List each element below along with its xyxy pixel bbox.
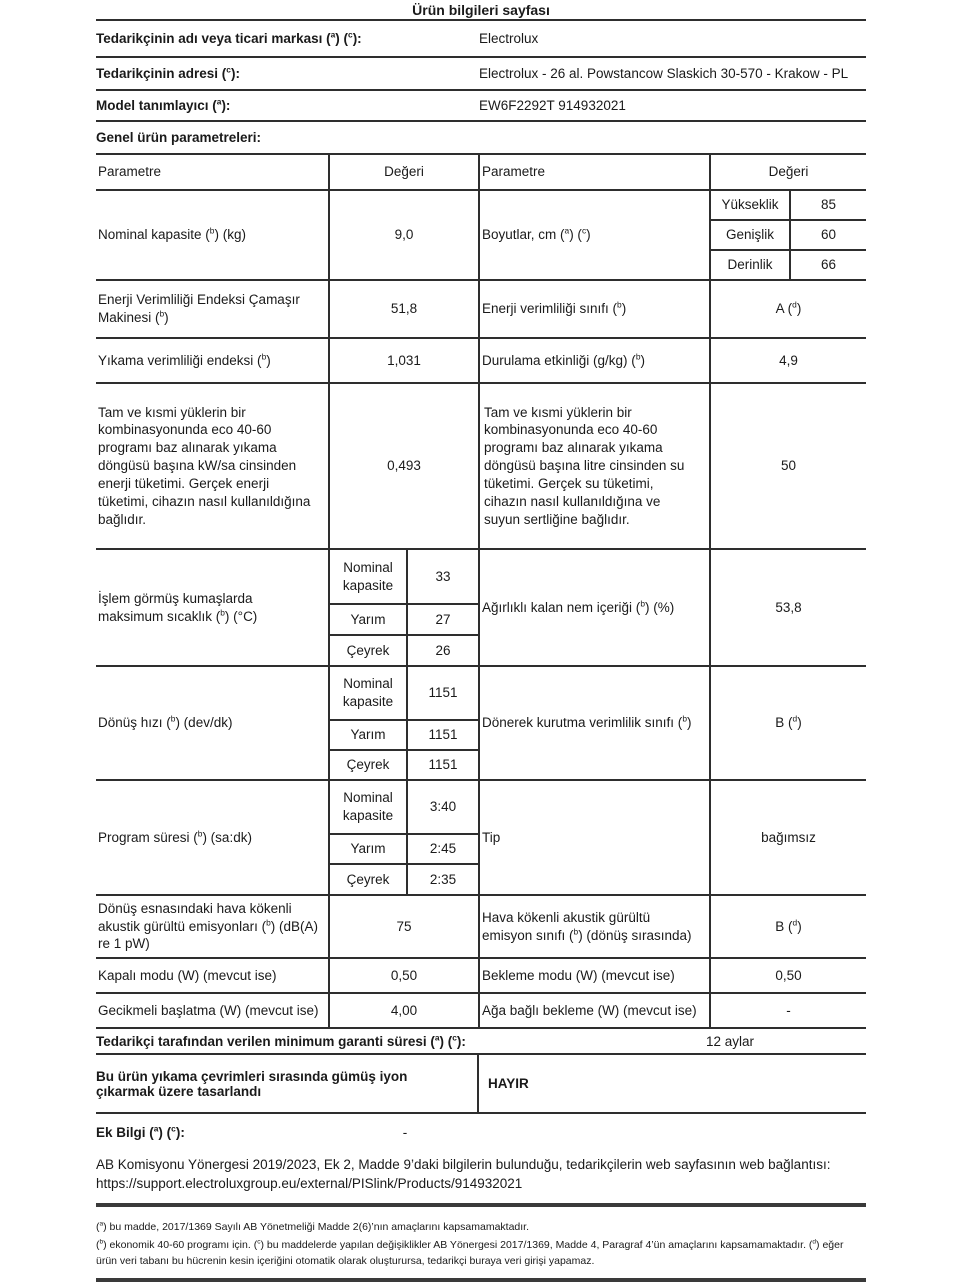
duration-label: Program süresi ($^b$) (sa:dk) bbox=[96, 780, 329, 895]
max-temp-half-value: 27 bbox=[407, 604, 479, 635]
spin-speed-nominal-value: 1151 bbox=[407, 666, 479, 720]
page-title: Ürün bilgileri sayfası bbox=[96, 2, 866, 21]
type-label: Tip bbox=[479, 780, 710, 895]
supplier-address-row bbox=[96, 58, 866, 91]
table-row bbox=[96, 383, 866, 549]
spin-class-label: Dönerek kurutma verimlilik sınıfı ($^b$) bbox=[479, 666, 710, 780]
noise-value: 75 bbox=[329, 895, 479, 958]
max-temp-quarter-label: Çeyrek bbox=[329, 635, 407, 666]
table-row bbox=[96, 190, 866, 220]
spin-speed-label: Dönüş hızı ($^b$) (dev/dk) bbox=[96, 666, 329, 780]
header-value-right: Değeri bbox=[710, 154, 866, 190]
energy-class-value: A ($^d$) bbox=[710, 280, 866, 338]
network-standby-value: - bbox=[710, 993, 866, 1028]
model-identifier-row bbox=[96, 91, 866, 122]
off-mode-label: Kapalı modu (W) (mevcut ise) bbox=[96, 958, 329, 993]
dimension-width-label: Genişlik bbox=[710, 220, 790, 250]
table-row bbox=[96, 549, 866, 604]
supplier-address-value: Electrolux - 26 al. Powstancow Slaskich 30-570 - Krakow - PL bbox=[479, 66, 849, 81]
product-info-sheet bbox=[96, 0, 866, 1282]
dimension-height-label: Yükseklik bbox=[710, 190, 790, 220]
supplier-name-label: Tedarikçinin adı veya ticari markası ($^a$) ($^c$): bbox=[96, 29, 362, 46]
table-header-row bbox=[96, 154, 866, 190]
spin-speed-nominal-label: Nominal kapasite bbox=[329, 666, 407, 720]
standby-value: 0,50 bbox=[710, 958, 866, 993]
duration-half-label: Yarım bbox=[329, 834, 407, 864]
dimension-depth-label: Derinlik bbox=[710, 250, 790, 280]
parameters-table bbox=[96, 153, 866, 1029]
dimension-depth-value: 66 bbox=[790, 250, 866, 280]
noise-label: Dönüş esnasındaki hava kökenli akustik gürültü emisyonları ($^b$) (dB(A) re 1 pW) bbox=[96, 895, 329, 958]
max-temp-quarter-value: 26 bbox=[407, 635, 479, 666]
capacity-label: Nominal kapasite ($^b$) (kg) bbox=[96, 190, 329, 280]
spin-class-value: B ($^d$) bbox=[710, 666, 866, 780]
table-row bbox=[96, 895, 866, 958]
silver-ion-label: Bu ürün yıkama çevrimleri sırasında gümüş iyon çıkarmak üzere tasarlandı bbox=[96, 1055, 479, 1112]
spin-speed-quarter-label: Çeyrek bbox=[329, 750, 407, 780]
general-parameters-heading: Genel ürün parametreleri: bbox=[96, 130, 262, 145]
footnotes bbox=[96, 1219, 866, 1269]
delay-start-label: Gecikmeli başlatma (W) (mevcut ise) bbox=[96, 993, 329, 1028]
eei-value: 51,8 bbox=[329, 280, 479, 338]
silver-ion-value: HAYIR bbox=[488, 1076, 529, 1091]
moisture-value: 53,8 bbox=[710, 549, 866, 666]
guarantee-label: Tedarikçi tarafından verilen minimum garanti süresi ($^a$) ($^c$): bbox=[96, 1032, 466, 1049]
duration-half-value: 2:45 bbox=[407, 834, 479, 864]
table-row bbox=[96, 280, 866, 338]
extra-info-value: - bbox=[402, 1125, 408, 1140]
weblink-paragraph bbox=[96, 1155, 866, 1193]
separator-line bbox=[96, 1203, 866, 1207]
table-row bbox=[96, 958, 866, 993]
spin-speed-half-label: Yarım bbox=[329, 720, 407, 750]
extra-info-row bbox=[96, 1114, 866, 1151]
supplier-address-label: Tedarikçinin adresi ($^c$): bbox=[96, 64, 240, 81]
max-temp-nominal-label: Nominal kapasite bbox=[329, 549, 407, 604]
water-consumption-value: 50 bbox=[710, 383, 866, 549]
table-row bbox=[96, 338, 866, 383]
extra-info-label: Ek Bilgi ($^a$) ($^c$): bbox=[96, 1123, 185, 1140]
model-identifier-value: EW6F2292T 914932021 bbox=[479, 98, 626, 113]
energy-consumption-label: Tam ve kısmi yüklerin bir kombinasyonunda eco 40-60 programı baz alınarak yıkama döngüsü başına kW/sa cinsinden enerji tüketimi. Gerçek enerji tüketimi, cihazın nasıl kullanıldığına bağlıdır. bbox=[96, 383, 329, 549]
weblink-url[interactable]: https://support.electroluxgroup.eu/external/PISlink/Products/914932021 bbox=[96, 1176, 523, 1191]
max-temp-label: İşlem görmüş kumaşlarda maksimum sıcaklık ($^b$) (°C) bbox=[96, 549, 329, 666]
max-temp-half-label: Yarım bbox=[329, 604, 407, 635]
duration-quarter-label: Çeyrek bbox=[329, 864, 407, 895]
delay-start-value: 4,00 bbox=[329, 993, 479, 1028]
silver-ion-row bbox=[96, 1055, 866, 1114]
table-row bbox=[96, 780, 866, 834]
supplier-name-value: Electrolux bbox=[479, 31, 539, 46]
standby-label: Bekleme modu (W) (mevcut ise) bbox=[479, 958, 710, 993]
supplier-name-row bbox=[96, 21, 866, 58]
header-param-right: Parametre bbox=[479, 154, 710, 190]
bottom-line bbox=[96, 1278, 866, 1282]
guarantee-value: 12 aylar bbox=[705, 1033, 755, 1049]
dimension-width-value: 60 bbox=[790, 220, 866, 250]
guarantee-row bbox=[96, 1029, 866, 1055]
weblink-text: AB Komisyonu Yönergesi 2019/2023, Ek 2, Madde 9’daki bilgilerin bulunduğu, tedarikçilerin web sayfasının web bağlantısı: bbox=[96, 1157, 831, 1172]
off-mode-value: 0,50 bbox=[329, 958, 479, 993]
duration-nominal-value: 3:40 bbox=[407, 780, 479, 834]
header-param-left: Parametre bbox=[96, 154, 329, 190]
noise-class-label: Hava kökenli akustik gürültü emisyon sınıfı ($^b$) (dönüş sırasında) bbox=[479, 895, 710, 958]
wash-index-value: 1,031 bbox=[329, 338, 479, 383]
energy-class-label: Enerji verimliliği sınıfı ($^b$) bbox=[479, 280, 710, 338]
rinse-label: Durulama etkinliği (g/kg) ($^b$) bbox=[479, 338, 710, 383]
table-row bbox=[96, 666, 866, 720]
footnote-a: ($^a$) bu madde, 2017/1369 Sayılı AB Yönetmeliği Madde 2(6)’nın amaçlarını kapsamamaktadır. bbox=[96, 1220, 530, 1233]
network-standby-label: Ağa bağlı bekleme (W) (mevcut ise) bbox=[479, 993, 710, 1028]
noise-class-value: B ($^d$) bbox=[710, 895, 866, 958]
header-value-left: Değeri bbox=[329, 154, 479, 190]
energy-consumption-value: 0,493 bbox=[329, 383, 479, 549]
water-consumption-label: Tam ve kısmi yüklerin bir kombinasyonunda eco 40-60 programı baz alınarak yıkama döngüsü başına litre cinsinden su tüketimi. Gerçek su tüketimi, cihazın nasıl kullanıldığına ve suyun sertliğine bağlıdır. bbox=[479, 383, 710, 549]
spin-speed-quarter-value: 1151 bbox=[407, 750, 479, 780]
model-identifier-label: Model tanımlayıcı ($^a$): bbox=[96, 96, 231, 113]
rinse-value: 4,9 bbox=[710, 338, 866, 383]
max-temp-nominal-value: 33 bbox=[407, 549, 479, 604]
moisture-label: Ağırlıklı kalan nem içeriği ($^b$) (%) bbox=[479, 549, 710, 666]
wash-index-label: Yıkama verimliliği endeksi ($^b$) bbox=[96, 338, 329, 383]
dimension-height-value: 85 bbox=[790, 190, 866, 220]
capacity-value: 9,0 bbox=[329, 190, 479, 280]
eei-label: Enerji Verimliliği Endeksi Çamaşır Makinesi ($^b$) bbox=[96, 280, 329, 338]
duration-quarter-value: 2:35 bbox=[407, 864, 479, 895]
table-row bbox=[96, 993, 866, 1028]
type-value: bağımsız bbox=[710, 780, 866, 895]
duration-nominal-label: Nominal kapasite bbox=[329, 780, 407, 834]
dimensions-label: Boyutlar, cm ($^a$) ($^c$) bbox=[479, 190, 710, 280]
footnote-bcd: ($^b$) ekonomik 40-60 programı için. ($^c$) bu maddelerde yapılan değişiklikler AB Yönergesi 2017/1369, Madde 4, Paragraf 4’ün amaçlarını kapsamamaktadır. ($^d$) eğer ürün veri tabanı bu hücrenin kesin içeriğini otomatik olarak oluşturursa, tedarikçi buraya veri girişi yapamaz. bbox=[96, 1238, 844, 1267]
spin-speed-half-value: 1151 bbox=[407, 720, 479, 750]
